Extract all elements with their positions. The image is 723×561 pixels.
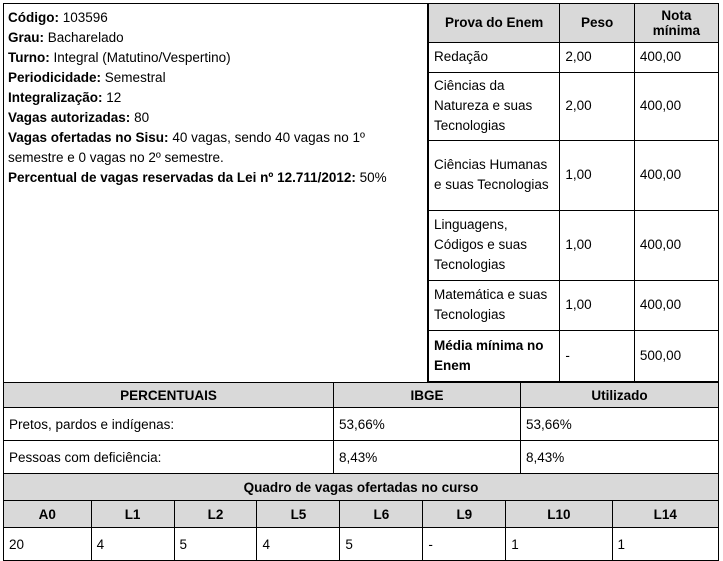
quadro-header-a0: A0 bbox=[4, 501, 92, 528]
enem-nota: 400,00 bbox=[634, 280, 718, 330]
quadro-value-l10: 1 bbox=[506, 528, 612, 561]
enem-nota: 400,00 bbox=[634, 210, 718, 280]
percentual-row-ibge: 8,43% bbox=[334, 441, 521, 474]
enem-nota: 400,00 bbox=[634, 140, 718, 210]
enem-peso: - bbox=[560, 330, 635, 382]
vagas-autorizadas-line bbox=[8, 108, 423, 128]
enem-prova: Ciências da Natureza e suas Tecnologias bbox=[429, 72, 560, 140]
integralizacao-line bbox=[8, 88, 423, 108]
enem-prova: Ciências Humanas e suas Tecnologias bbox=[429, 140, 560, 210]
vagas-sisu-value: 40 vagas, sendo 40 vagas no 1º semestre e 0 vagas no 2º semestre. bbox=[8, 130, 365, 165]
quadro-header-l5: L5 bbox=[257, 501, 340, 528]
quadro-header-l9: L9 bbox=[423, 501, 506, 528]
quadro-title: Quadro de vagas ofertadas no curso bbox=[4, 474, 719, 501]
quadro-header-l14: L14 bbox=[612, 501, 719, 528]
enem-peso: 1,00 bbox=[560, 210, 635, 280]
turno-line bbox=[8, 48, 423, 68]
grau-value: Bacharelado bbox=[47, 30, 124, 45]
periodicidade-value: Semestral bbox=[104, 70, 166, 85]
turno-label: Turno: bbox=[8, 50, 50, 65]
enem-prova: Linguagens, Códigos e suas Tecnologias bbox=[429, 210, 560, 280]
periodicidade-label: Periodicidade: bbox=[8, 70, 102, 85]
enem-nota: 400,00 bbox=[634, 72, 718, 140]
percentual-row-label: Pretos, pardos e indígenas: bbox=[4, 408, 334, 441]
enem-table-wrapper bbox=[428, 4, 718, 382]
enem-prova-media: Média mínima no Enem bbox=[429, 330, 560, 382]
ibge-header: IBGE bbox=[334, 383, 521, 408]
enem-peso: 2,00 bbox=[560, 72, 635, 140]
vagas-sisu-line bbox=[8, 128, 423, 168]
percentual-row-utilizado: 8,43% bbox=[521, 441, 719, 474]
enem-peso: 1,00 bbox=[560, 140, 635, 210]
grau-line bbox=[8, 28, 423, 48]
top-section bbox=[3, 3, 719, 382]
percentual-row-ibge: 53,66% bbox=[334, 408, 521, 441]
enem-header-prova: Prova do Enem bbox=[429, 4, 560, 42]
enem-nota: 500,00 bbox=[634, 330, 718, 382]
enem-header-nota: Nota mínima bbox=[634, 4, 718, 42]
quadro-value-l5: 4 bbox=[257, 528, 340, 561]
quadro-header-l2: L2 bbox=[174, 501, 257, 528]
percentuais-header: PERCENTUAIS bbox=[4, 383, 334, 408]
codigo-value: 103596 bbox=[62, 10, 108, 25]
codigo-label: Código: bbox=[8, 10, 59, 25]
enem-header-peso: Peso bbox=[560, 4, 635, 42]
percentual-line bbox=[8, 168, 423, 188]
percentual-value: 50% bbox=[359, 170, 387, 185]
quadro-value-l6: 5 bbox=[340, 528, 423, 561]
percentual-row-label: Pessoas com deficiência: bbox=[4, 441, 334, 474]
percentual-label: Percentual de vagas reservadas da Lei nº 12.711/2012: bbox=[8, 170, 356, 185]
quadro-vagas-table bbox=[3, 474, 719, 561]
course-info bbox=[4, 4, 428, 382]
quadro-value-l14: 1 bbox=[612, 528, 719, 561]
quadro-value-l1: 4 bbox=[91, 528, 174, 561]
curso-document bbox=[3, 3, 719, 561]
enem-peso: 1,00 bbox=[560, 280, 635, 330]
enem-table bbox=[428, 4, 718, 382]
codigo-line bbox=[8, 8, 423, 28]
quadro-value-a0: 20 bbox=[4, 528, 92, 561]
quadro-header-l1: L1 bbox=[91, 501, 174, 528]
vagas-sisu-label: Vagas ofertadas no Sisu: bbox=[8, 130, 169, 145]
quadro-value-l9: - bbox=[423, 528, 506, 561]
quadro-value-l2: 5 bbox=[174, 528, 257, 561]
periodicidade-line bbox=[8, 68, 423, 88]
enem-nota: 400,00 bbox=[634, 42, 718, 72]
percentual-row-utilizado: 53,66% bbox=[521, 408, 719, 441]
vagas-autorizadas-label: Vagas autorizadas: bbox=[8, 110, 131, 125]
quadro-header-l6: L6 bbox=[340, 501, 423, 528]
quadro-header-l10: L10 bbox=[506, 501, 612, 528]
enem-peso: 2,00 bbox=[560, 42, 635, 72]
percentuais-table bbox=[3, 382, 719, 474]
integralizacao-value: 12 bbox=[106, 90, 122, 105]
turno-value: Integral (Matutino/Vespertino) bbox=[53, 50, 231, 65]
enem-prova: Redação bbox=[429, 42, 560, 72]
integralizacao-label: Integralização: bbox=[8, 90, 103, 105]
vagas-autorizadas-value: 80 bbox=[134, 110, 150, 125]
grau-label: Grau: bbox=[8, 30, 45, 45]
enem-prova: Matemática e suas Tecnologias bbox=[429, 280, 560, 330]
utilizado-header: Utilizado bbox=[521, 383, 719, 408]
